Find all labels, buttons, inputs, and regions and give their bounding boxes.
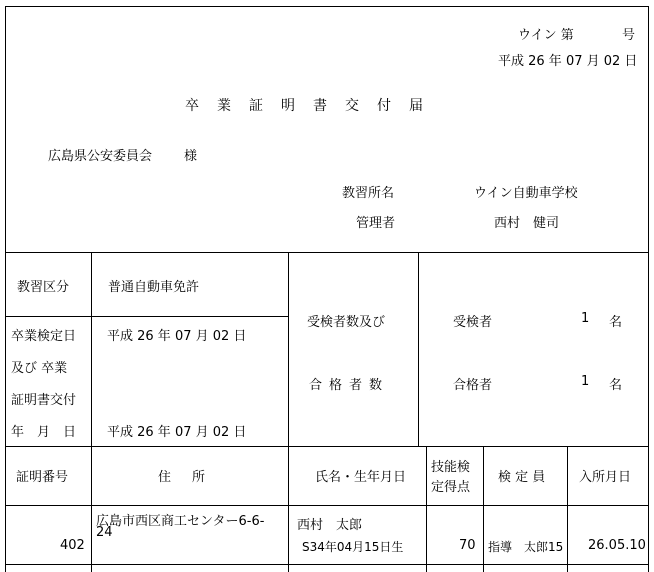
passers-label: 合格者 [453, 378, 493, 393]
col-header-address: 住 所 [158, 470, 210, 485]
col-header-name-birth: 氏名・生年月日 [315, 470, 407, 485]
sum-vline-1 [91, 252, 92, 447]
birth-cell: S34年04月15日生 [302, 540, 404, 554]
divider-table-head [5, 505, 649, 506]
col-header-score-line-2: 定得点 [431, 480, 471, 495]
divider-summary [5, 446, 649, 447]
frame-top [5, 6, 649, 7]
doc-number-suffix: 号 [622, 28, 636, 43]
addressee: 広島県公安委員会 [48, 149, 153, 164]
document-date: 平成 26 年 07 月 02 日 [498, 54, 638, 69]
date-label-line-1: 卒業検定日 [11, 329, 77, 344]
sum-vline-2 [288, 252, 289, 447]
exam-date: 平成 26 年 07 月 02 日 [107, 329, 247, 344]
issue-date: 平成 26 年 07 月 02 日 [107, 425, 247, 440]
manager-name: 西村 健司 [494, 216, 560, 231]
divider-header [5, 252, 649, 253]
frame-left [5, 6, 6, 572]
examinees-label: 受検者 [453, 315, 493, 330]
manager-label: 管理者 [356, 216, 396, 231]
examinees-count: 1 [581, 311, 590, 326]
passers-count: 1 [581, 374, 590, 389]
tbl-vline-5 [567, 446, 568, 572]
date-label-line-2: 及び 卒業 [11, 361, 68, 376]
school-label: 教習所名 [342, 186, 395, 201]
tbl-vline-1 [91, 446, 92, 572]
score-cell: 70 [459, 538, 476, 553]
divider-table-row [5, 564, 649, 565]
cert-no-cell: 402 [60, 538, 85, 553]
col-header-score-line-1: 技能検 [431, 460, 471, 475]
date-label-line-4: 年 月 日 [11, 425, 77, 440]
addressee-honorific: 様 [184, 149, 198, 164]
sum-vline-3 [418, 252, 419, 447]
address-line-1: 広島市西区商工センター6-6- [96, 514, 265, 529]
document-title: 卒業証明書交付届 [185, 98, 441, 114]
name-cell: 西村 太郎 [297, 518, 363, 533]
address-line-2: 24 [96, 525, 113, 540]
school-name: ウイン自動車学校 [474, 186, 578, 201]
kubun-value: 普通自動車免許 [108, 280, 200, 295]
col-header-examiner: 検 定 員 [498, 470, 546, 485]
date-label-line-3: 証明書交付 [11, 393, 77, 408]
col-header-cert-no: 証明番号 [16, 470, 69, 485]
examiner-cell: 指導 太郎15 [488, 540, 564, 554]
tbl-vline-3 [426, 446, 427, 572]
examinees-unit: 名 [609, 315, 623, 330]
doc-number-prefix: ウイン 第 [518, 28, 574, 43]
kubun-label: 教習区分 [17, 280, 70, 295]
tbl-vline-2 [288, 446, 289, 572]
passers-unit: 名 [609, 378, 623, 393]
counts-label-line-1: 受検者数及び [307, 315, 386, 330]
col-header-entry-date: 入所月日 [579, 470, 632, 485]
entry-date-cell: 26.05.10 [588, 538, 646, 553]
divider-kubun [5, 316, 288, 317]
counts-label-line-2: 合格者数 [309, 378, 390, 393]
tbl-vline-4 [483, 446, 484, 572]
frame-right [648, 6, 649, 572]
